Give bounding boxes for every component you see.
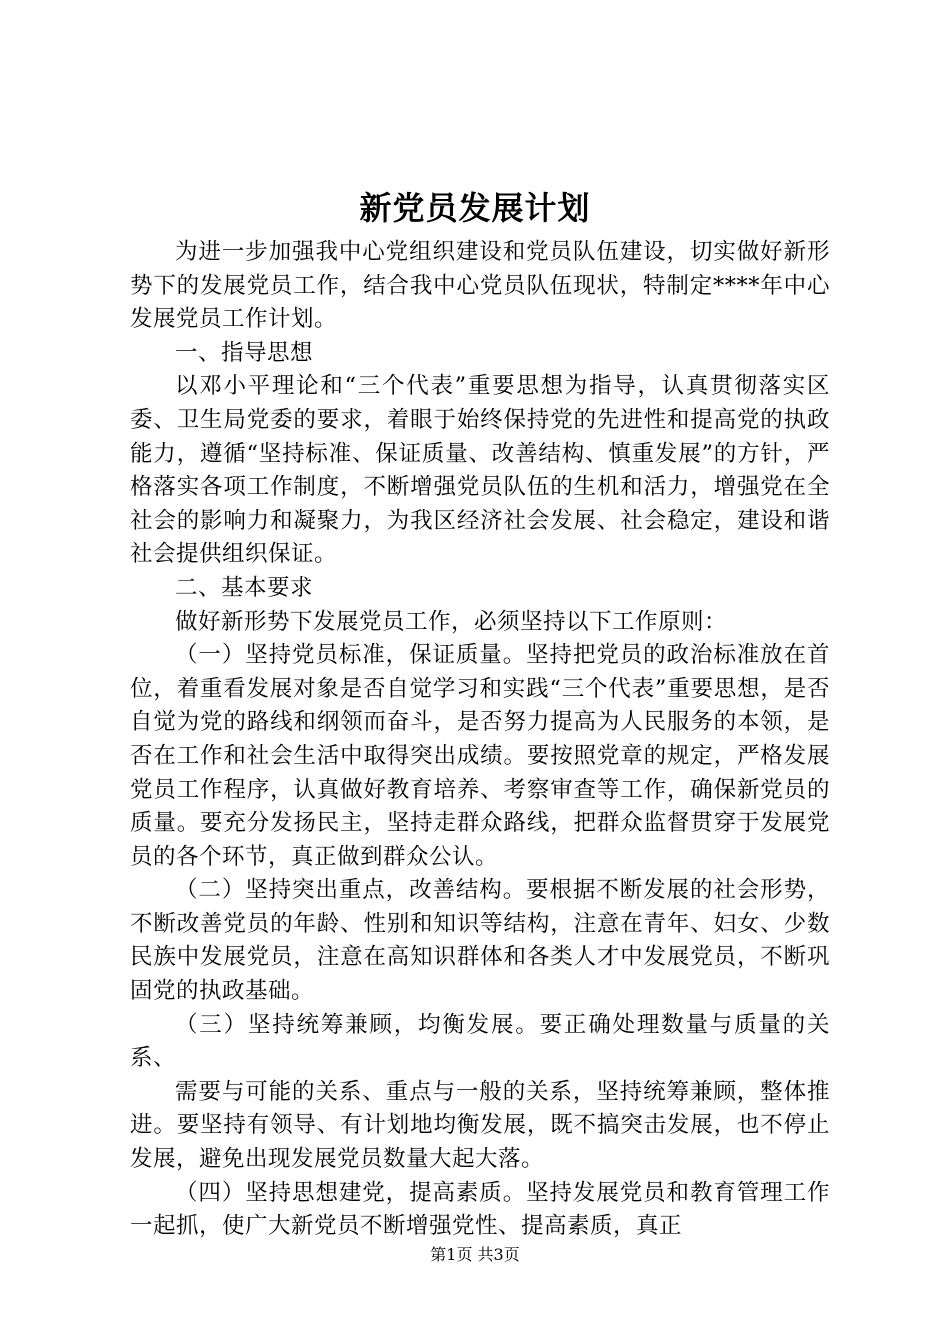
section-heading-basic-requirements: 二、基本要求 xyxy=(175,574,314,601)
principle-2-paragraph: （二）坚持突出重点，改善结构。要根据不断发展的社会形势，不断改善党员的年龄、性别和知识等结构，注意在青年、妇女、少数民族中发展党员，注意在高知识群体和各类人才中发展党员，不断巩固党的执政基础。 xyxy=(130,877,830,1005)
section-heading-guiding-ideology: 一、指导思想 xyxy=(175,339,314,366)
intro-paragraph: 为进一步加强我中心党组织建设和党员队伍建设，切实做好新形势下的发展党员工作，结合我中心党员队伍现状，特制定****年中心发展党员工作计划。 xyxy=(130,239,830,333)
document-title: 新党员发展计划 xyxy=(359,189,591,227)
principle-3-continued-paragraph: 需要与可能的关系、重点与一般的关系，坚持统筹兼顾，整体推进。要坚持有领导、有计划地均衡发展，既不搞突击发展，也不停止发展，避免出现发展党员数量大起大落。 xyxy=(130,1078,830,1173)
page-number-footer: 第1页 共3页 xyxy=(430,1245,520,1264)
principle-4-paragraph: （四）坚持思想建党，提高素质。坚持发展党员和教育管理工作一起抓，使广大新党员不断增强党性、提高素质，真正 xyxy=(130,1179,830,1240)
principle-3-paragraph: （三）坚持统筹兼顾，均衡发展。要正确处理数量与质量的关系、 xyxy=(130,1011,830,1072)
document-body xyxy=(130,236,830,1244)
principle-1-paragraph: （一）坚持党员标准，保证质量。坚持把党员的政治标准放在首位，着重看发展对象是否自觉学习和实践“三个代表”重要思想，是否自觉为党的路线和纲领而奋斗，是否努力提高为人民服务的本领，是否在工作和社会生活中取得突出成绩。要按照党章的规定，严格发展党员工作程序，认真做好教育培养、考察审查等工作，确保新党员的质量。要充分发扬民主，坚持走群众路线，把群众监督贯穿于发展党员的各个环节，真正做到群众公认。 xyxy=(130,642,830,870)
principles-intro-paragraph: 做好新形势下发展党员工作，必须坚持以下工作原则： xyxy=(175,608,728,635)
guiding-ideology-paragraph: 以邓小平理论和“三个代表”重要思想为指导，认真贯彻落实区委、卫生局党委的要求，着眼于始终保持党的先进性和提高党的执政能力，遵循“坚持标准、保证质量、改善结构、慎重发展”的方针，严格落实各项工作制度，不断增强党员队伍的生机和活力，增强党在全社会的影响力和凝聚力，为我区经济社会发展、社会稳定，建设和谐社会提供组织保证。 xyxy=(130,373,830,568)
